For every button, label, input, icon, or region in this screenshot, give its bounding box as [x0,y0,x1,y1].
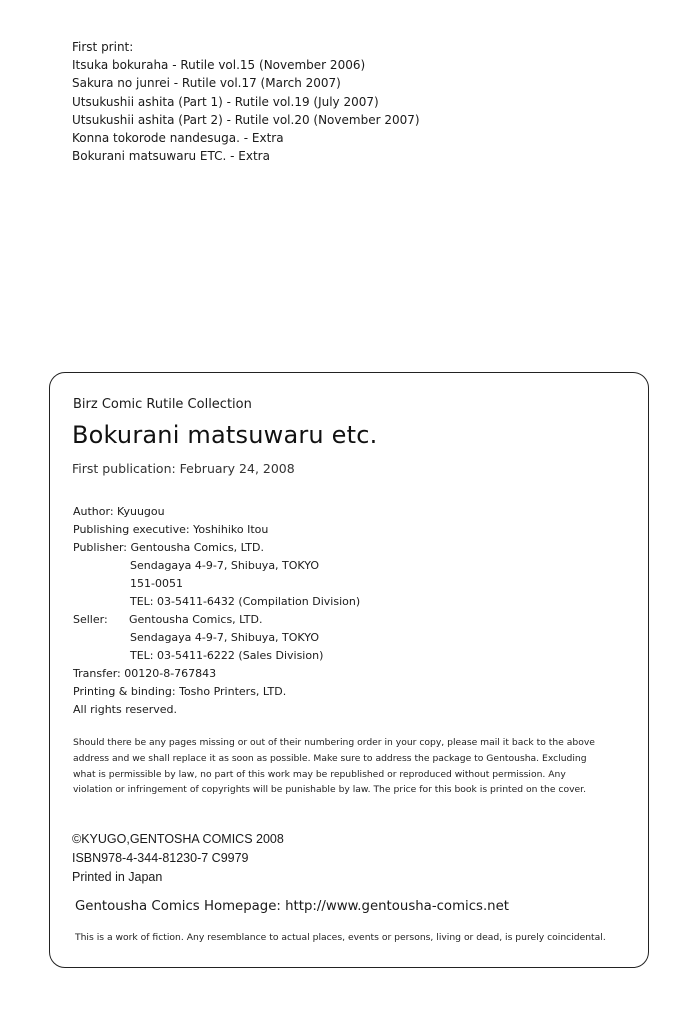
colophon-box [49,372,649,968]
first-print-line: Bokurani matsuwaru ETC. - Extra [72,149,270,164]
first-print-heading: First print: [72,40,134,54]
seller-tel: TEL: 03-5411-6222 (Sales Division) [130,649,324,662]
seller-address: Sendagaya 4-9-7, Shibuya, TOKYO [130,631,320,644]
seller-line [73,611,360,629]
first-print-line: Utsukushii ashita (Part 2) - Rutile vol.20 (November 2007) [72,112,420,127]
seller-label: Seller: [73,613,108,626]
book-title: Bokurani matsuwaru etc. [72,421,378,449]
transfer-line: Transfer: 00120-8-767843 [73,667,217,680]
first-print-line: Itsuka bokuraha - Rutile vol.15 (November 2006) [72,58,366,73]
credits-block [73,503,360,719]
copyright-line: ©KYUGO,GENTOSHA COMICS 2008 [72,832,284,846]
publisher-line: Publisher: Gentousha Comics, LTD. [73,541,264,554]
missing-pages-notice: Should there be any pages missing or out of their numbering order in your copy, please mail it back to the above address and we shall replace it as soon as possible. Make sure to address the package to Gentousha. Excluding what is permissible by law, no part of this work may be republished or reproduced without permission. Any violation or infringement of copyrights will be punishable by law. The price for this book is printed on the cover. [73,737,595,796]
publisher-postal: 151-0051 [130,577,183,590]
publisher-tel: TEL: 03-5411-6432 (Compilation Division) [130,595,361,608]
printed-in-line: Printed in Japan [72,870,163,884]
first-print-list [72,38,420,165]
homepage-line: Gentousha Comics Homepage: http://www.gentousha-comics.net [75,899,510,914]
rights-line: All rights reserved. [73,703,178,716]
first-print-line: Utsukushii ashita (Part 1) - Rutile vol.19 (July 2007) [72,94,379,109]
publisher-address: Sendagaya 4-9-7, Shibuya, TOKYO [130,559,320,572]
first-print-line: Konna tokorode nandesuga. - Extra [72,131,284,146]
seller-name: Gentousha Comics, LTD. [129,613,263,626]
executive-line: Publishing executive: Yoshihiko Itou [73,523,269,536]
copyright-block [72,830,284,887]
series-name: Birz Comic Rutile Collection [73,397,252,412]
printing-line: Printing & binding: Tosho Printers, LTD. [73,685,287,698]
isbn-line: ISBN978-4-344-81230-7 C9979 [72,851,249,865]
fiction-disclaimer: This is a work of fiction. Any resemblance to actual places, events or persons, living or dead, is purely coincidental. [75,932,606,943]
author-line: Author: Kyuugou [73,505,165,518]
first-print-line: Sakura no junrei - Rutile vol.17 (March 2007) [72,76,341,91]
publication-date: First publication: February 24, 2008 [72,461,295,476]
